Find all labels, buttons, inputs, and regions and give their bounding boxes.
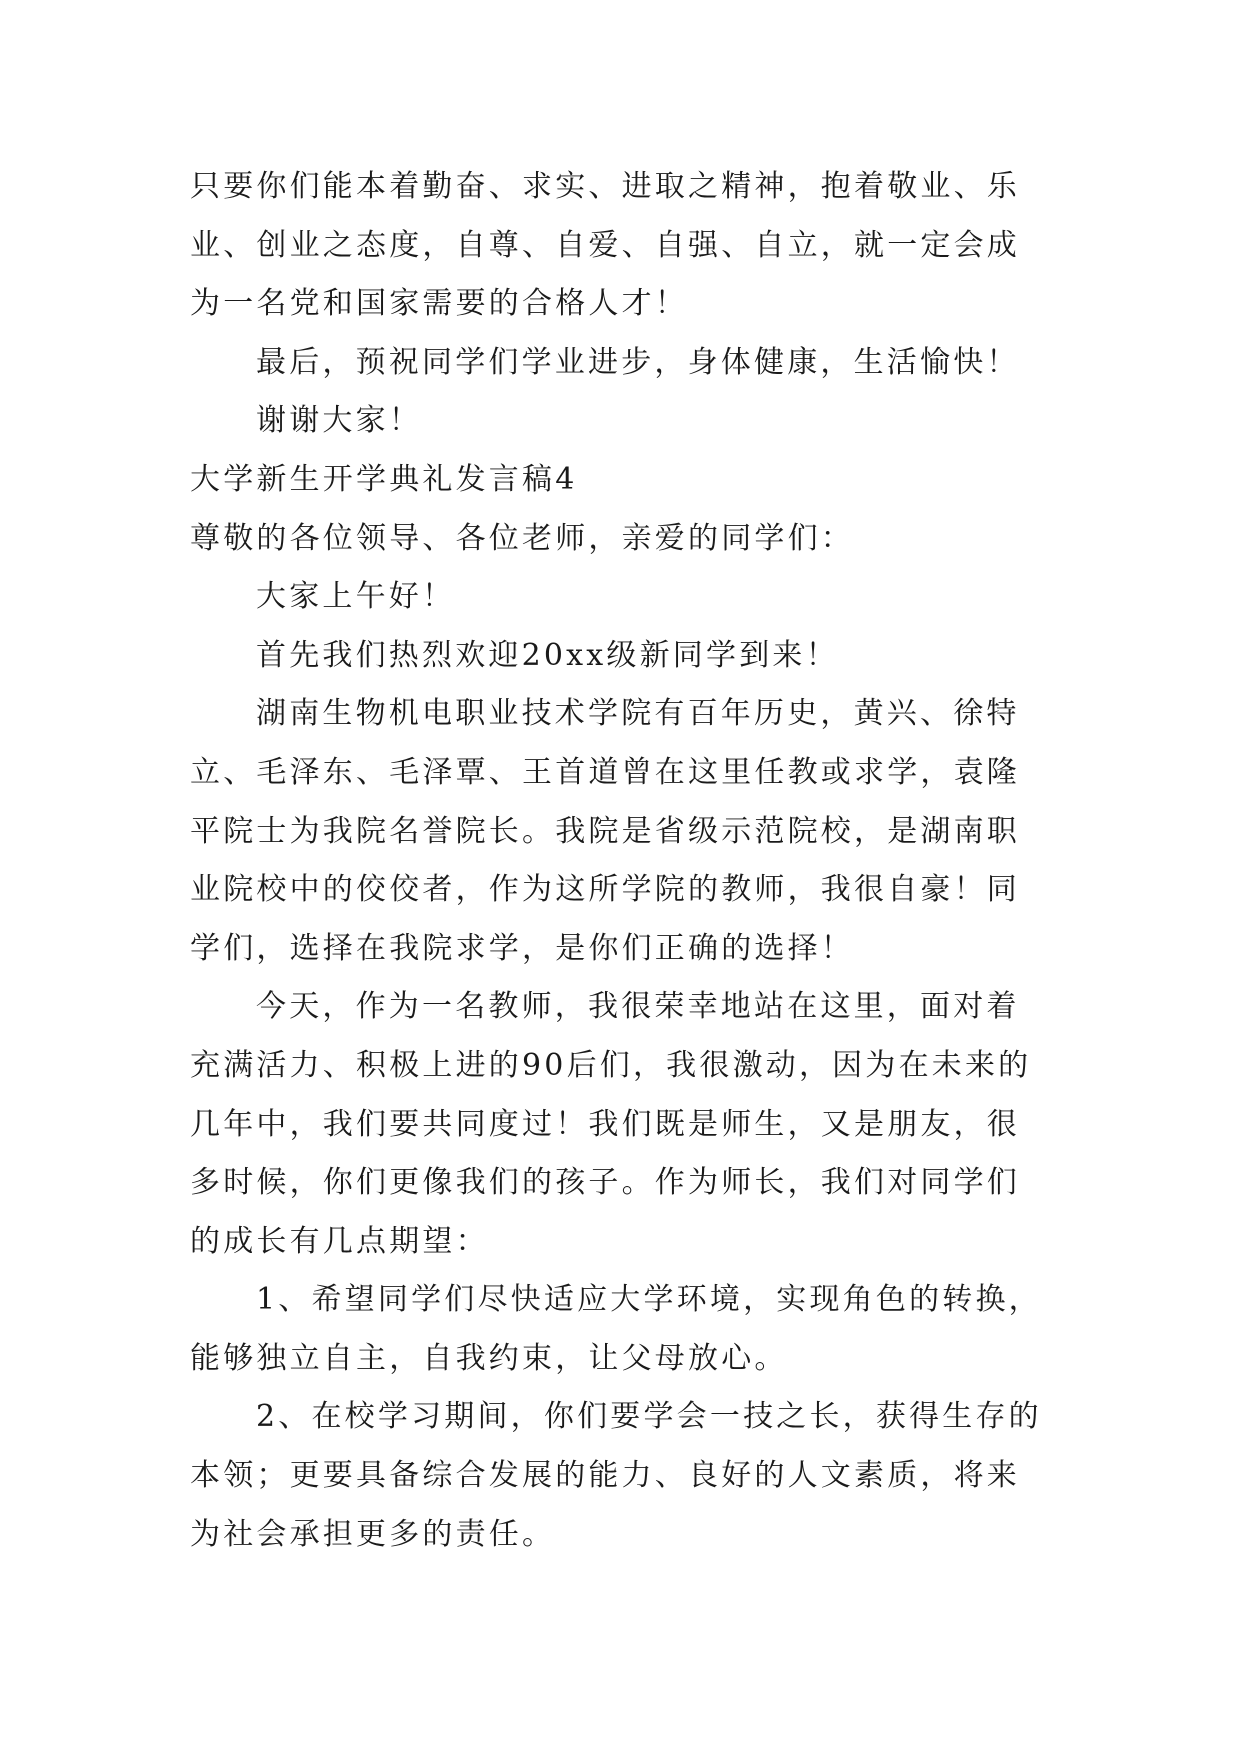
salutation: 尊敬的各位领导、各位老师，亲爱的同学们： [190, 520, 854, 556]
section-title: 大学新生开学典礼发言稿4 [190, 461, 578, 497]
paragraph-greeting: 大家上午好！ [256, 579, 456, 615]
paragraph-college-history: 湖南生物机电职业技术学院有百年历史，黄兴、徐特立、毛泽东、毛泽覃、王首道曾在这里任教或求学，袁隆平院士为我院名誉院长。我院是省级示范院校，是湖南职业院校中的佼佼者，作为这所学院的教师，我很自豪！同学们，选择在我院求学，是你们正确的选择！ [190, 696, 1020, 966]
paragraph-thanks: 谢谢大家！ [256, 403, 422, 439]
paragraph-expectation-2: 2、在校学习期间，你们要学会一技之长，获得生存的本领；更要具备综合发展的能力、良好的人文素质，将来为社会承担更多的责任。 [190, 1399, 1042, 1552]
paragraph-final-wishes: 最后，预祝同学们学业进步，身体健康，生活愉快！ [256, 344, 1020, 380]
paragraph-welcome: 首先我们热烈欢迎20xx级新同学到来！ [256, 637, 839, 673]
document-body [190, 158, 1052, 1564]
paragraph-teacher-remarks: 今天，作为一名教师，我很荣幸地站在这里，面对着充满活力、积极上进的90后们，我很激动，因为在未来的几年中，我们要共同度过！我们既是师生，又是朋友，很多时候，你们更像我们的孩子。作为师长，我们对同学们的成长有几点期望： [190, 989, 1032, 1259]
paragraph-closing-expectation: 只要你们能本着勤奋、求实、进取之精神，抱着敬业、乐业、创业之态度，自尊、自爱、自强、自立，就一定会成为一名党和国家需要的合格人才！ [190, 169, 1020, 322]
paragraph-expectation-1: 1、希望同学们尽快适应大学环境，实现角色的转换，能够独立自主，自我约束，让父母放心。 [190, 1282, 1042, 1376]
